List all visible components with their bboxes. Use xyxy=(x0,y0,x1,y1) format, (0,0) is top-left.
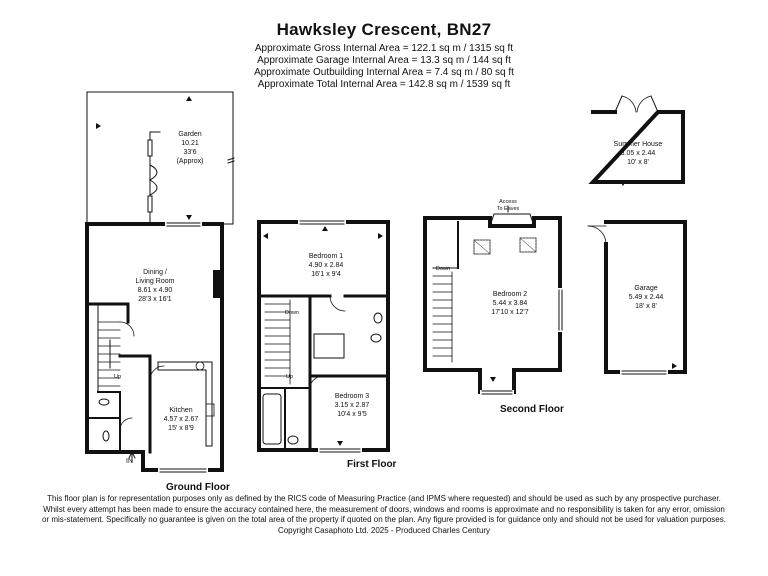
garden-approx: (Approx) xyxy=(176,158,204,165)
bedroom1-dim-m: 4.90 x 2.84 xyxy=(308,262,344,269)
bedroom3-label: Bedroom 3 xyxy=(334,393,370,400)
kitchen-dim-m: 4.57 x 2.67 xyxy=(163,416,199,423)
garden-label: Garden xyxy=(178,131,202,138)
gross-area-line: Approximate Gross Internal Area = 122.1 sq m / 1315 sq ft xyxy=(254,43,514,54)
access-label: Access xyxy=(499,199,517,205)
first-stairs-up: Up xyxy=(286,374,294,380)
disclaimer-text: This floor plan is for representation purposes only as defined by the RICS code of Measuring Practice (and IPMS where requested) and should be used as such by any prospective purchaser. Whilst every attempt has been made to ensure the accuracy contained here, the measurement of doors, windows and rooms is approximate and no responsibility is taken for any error, omission or mis-statement. Specifically no guarantee is given on the total area of the property if quoted on the plan. Any figure provided is for guidance only and should not be used for valuation purposes. xyxy=(42,494,726,524)
garage-label: Garage xyxy=(634,285,658,292)
to-eaves-label: To Eaves xyxy=(496,206,520,212)
kitchen-dim-ft: 15' x 8'9 xyxy=(168,425,194,432)
bedroom2-label: Bedroom 2 xyxy=(492,291,528,298)
ground-stairs-up: Up xyxy=(114,374,122,380)
outbuilding-area-line: Approximate Outbuilding Internal Area = 7.4 sq m / 80 sq ft xyxy=(254,67,514,78)
garden-dim-ft: 33'6 xyxy=(183,149,197,156)
ground-floor-title: Ground Floor xyxy=(166,482,230,493)
first-floor-title: First Floor xyxy=(347,459,397,470)
dining-dim-m: 8.61 x 4.90 xyxy=(137,287,173,294)
second-floor-title: Second Floor xyxy=(500,404,564,415)
summer-house-label: Summer House xyxy=(613,141,663,148)
summer-house-plan xyxy=(593,96,683,182)
garden-dim-m: 10.21 xyxy=(181,140,199,147)
bedroom2-dim-ft: 17'10 x 12'7 xyxy=(491,309,529,316)
second-stairs-down: Down xyxy=(436,266,451,272)
bedroom3-dim-m: 3.15 x 2.87 xyxy=(334,402,370,409)
garage-dim-ft: 18' x 8' xyxy=(635,303,657,310)
dining-label-2: Living Room xyxy=(135,278,175,285)
summer-house-dim-ft: 10' x 8' xyxy=(627,159,649,166)
entrance-label: IN xyxy=(126,458,133,465)
disclaimer-block xyxy=(40,494,728,536)
copyright-text: Copyright Casaphoto Ltd. 2025 - Produced Charles Century xyxy=(277,525,491,535)
first-stairs-down: Down xyxy=(285,310,300,316)
garage-dim-m: 5.49 x 2.44 xyxy=(628,294,664,301)
kitchen-label: Kitchen xyxy=(169,407,193,414)
page-title: Hawksley Crescent, BN27 xyxy=(276,20,492,39)
bedroom1-label: Bedroom 1 xyxy=(308,253,344,260)
dining-dim-ft: 28'3 x 16'1 xyxy=(138,296,172,303)
total-area-line: Approximate Total Internal Area = 142.8 sq m / 1539 sq ft xyxy=(257,79,511,90)
bedroom3-dim-ft: 10'4 x 9'5 xyxy=(337,411,367,418)
dining-label-1: Dining / xyxy=(143,269,167,276)
garage-area-line: Approximate Garage Internal Area = 13.3 sq m / 144 sq ft xyxy=(257,55,511,66)
bedroom1-dim-ft: 16'1 x 9'4 xyxy=(311,271,341,278)
bedroom2-dim-m: 5.44 x 3.84 xyxy=(492,300,528,307)
summer-house-dim-m: 3.05 x 2.44 xyxy=(620,150,656,157)
